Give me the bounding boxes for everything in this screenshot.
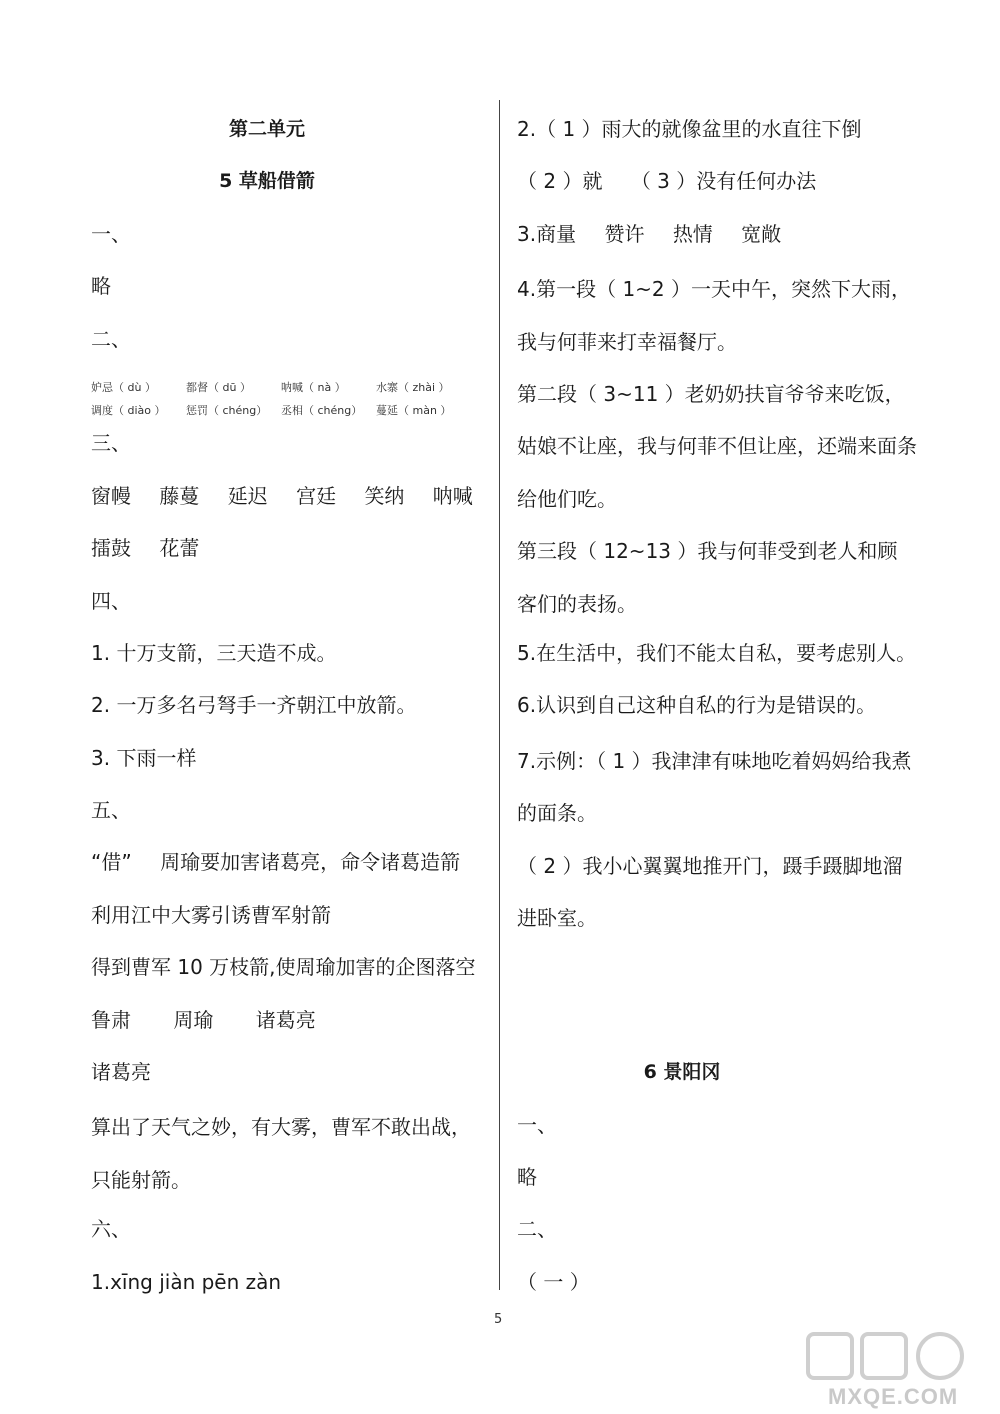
pinyin-row-1 xyxy=(91,376,483,399)
column-divider xyxy=(499,100,500,1290)
word: 3.商量 xyxy=(517,221,577,246)
answer-2-2-3 xyxy=(517,158,917,210)
name: 周瑜 xyxy=(173,1007,214,1032)
section-6-answer-1: 1.xīng jiàn pēn zàn xyxy=(91,1269,282,1294)
lesson-6-section-1-label: 一、 xyxy=(517,1112,557,1137)
pinyin-cell: 丞相（ chéng） xyxy=(281,403,363,417)
section-5-answer-3: 得到曹军 10 万枝箭,使周瑜加害的企图落空 xyxy=(91,955,476,980)
lesson-6-section-2-label: 二、 xyxy=(517,1217,557,1242)
lesson-title: 5 草船借箭 xyxy=(219,170,315,193)
section-5-answer-5: 诸葛亮 xyxy=(91,1060,151,1085)
answer-7-2: （ 2 ）我小心翼翼地推开门，蹑手蹑脚地溜进卧室。 xyxy=(517,853,903,930)
word: 赞许 xyxy=(604,221,645,246)
word: 延迟 xyxy=(227,483,268,508)
word: 窗幔 xyxy=(91,483,131,508)
section-4-label: 四、 xyxy=(91,588,131,613)
word: 热情 xyxy=(672,221,713,246)
answer-4-3: 第三段（ 12~13 ）我与何菲受到老人和顾客们的表扬。 xyxy=(517,539,898,616)
pinyin-cell: 水寨（ zhài ） xyxy=(376,380,450,394)
page-number: 5 xyxy=(494,1312,503,1327)
pinyin-cell: 蔓延（ màn ） xyxy=(376,403,452,417)
word: 笑纳 xyxy=(364,483,405,508)
section-5-answer-6: 算出了天气之妙，有大雾，曹军不敢出战，只能射箭。 xyxy=(91,1115,471,1192)
section-3-words-2 xyxy=(91,525,483,577)
left-column xyxy=(91,106,483,1311)
watermark-text: MXQE.COM xyxy=(828,1384,959,1409)
section-5-answer-1 xyxy=(91,839,483,891)
section-5-label: 五、 xyxy=(91,798,131,823)
answer-6: 6.认识到自己这种自私的行为是错误的。 xyxy=(517,693,877,718)
section-1-answer: 略 xyxy=(91,274,111,299)
answer-4-1: 4.第一段（ 1~2 ）一天中午，突然下大雨，我与何菲来打幸福餐厅。 xyxy=(517,277,912,354)
word: 宫廷 xyxy=(296,483,337,508)
right-column xyxy=(517,106,917,1311)
section-2-label: 二、 xyxy=(91,326,131,351)
lesson-6-title: 6 景阳冈 xyxy=(643,1061,721,1084)
section-4-answer-1: 1. 十万支箭，三天造不成。 xyxy=(91,640,337,665)
lesson-6-section-1-answer: 略 xyxy=(517,1164,537,1189)
section-5-answer-4 xyxy=(91,997,483,1049)
answer-text: （ 2 ）就 xyxy=(517,169,603,194)
pinyin-row-2 xyxy=(91,399,483,422)
answer-7-1: 7.示例：（ 1 ）我津津有味地吃着妈妈给我煮的面条。 xyxy=(517,748,912,826)
answer-2-1: 2.（ 1 ）雨大的就像盆里的水直往下倒 xyxy=(517,117,862,141)
word: 藤蔓 xyxy=(159,483,200,508)
lesson-6-subsection: （ 一 ） xyxy=(517,1269,590,1294)
unit-title: 第二单元 xyxy=(228,118,305,140)
section-3-words-1 xyxy=(91,473,483,525)
answer-4-2: 第二段（ 3~11 ）老奶奶扶盲爷爷来吃饭，姑娘不让座，我与何菲不但让座，还端来面条给他们吃。 xyxy=(517,381,917,511)
quoted-word: “借” xyxy=(91,850,132,875)
word: 呐喊 xyxy=(432,483,473,508)
answer-text: 周瑜要加害诸葛亮，命令诸葛造箭 xyxy=(160,850,461,875)
section-4-answer-2: 2. 一万多名弓弩手一齐朝江中放箭。 xyxy=(91,693,417,718)
pinyin-cell: 妒忌（ dù ） xyxy=(91,380,156,394)
pinyin-cell: 呐喊（ nà ） xyxy=(281,380,346,394)
pinyin-cell: 调度（ diào ） xyxy=(91,403,166,417)
name: 诸葛亮 xyxy=(255,1007,316,1032)
answer-5: 5.在生活中，我们不能太自私，要考虑别人。 xyxy=(517,640,917,665)
pinyin-cell: 都督（ dū ） xyxy=(186,380,251,394)
section-5-answer-2: 利用江中大雾引诱曹军射箭 xyxy=(91,902,331,927)
section-1-label: 一、 xyxy=(91,221,131,246)
section-3-label: 三、 xyxy=(91,431,131,456)
spacer xyxy=(517,997,917,1049)
answer-text: （ 3 ）没有任何办法 xyxy=(630,169,817,194)
name: 鲁肃 xyxy=(91,1007,131,1032)
answer-3 xyxy=(517,211,917,263)
spacer xyxy=(517,944,917,996)
pinyin-cell: 惩罚（ chéng） xyxy=(186,403,268,417)
word: 擂鼓 xyxy=(91,536,131,561)
section-4-answer-3: 3. 下雨一样 xyxy=(91,745,197,770)
word: 花蕾 xyxy=(159,536,200,561)
pinyin-table xyxy=(91,368,483,420)
word: 宽敞 xyxy=(741,221,782,246)
section-6-label: 六、 xyxy=(91,1217,131,1242)
